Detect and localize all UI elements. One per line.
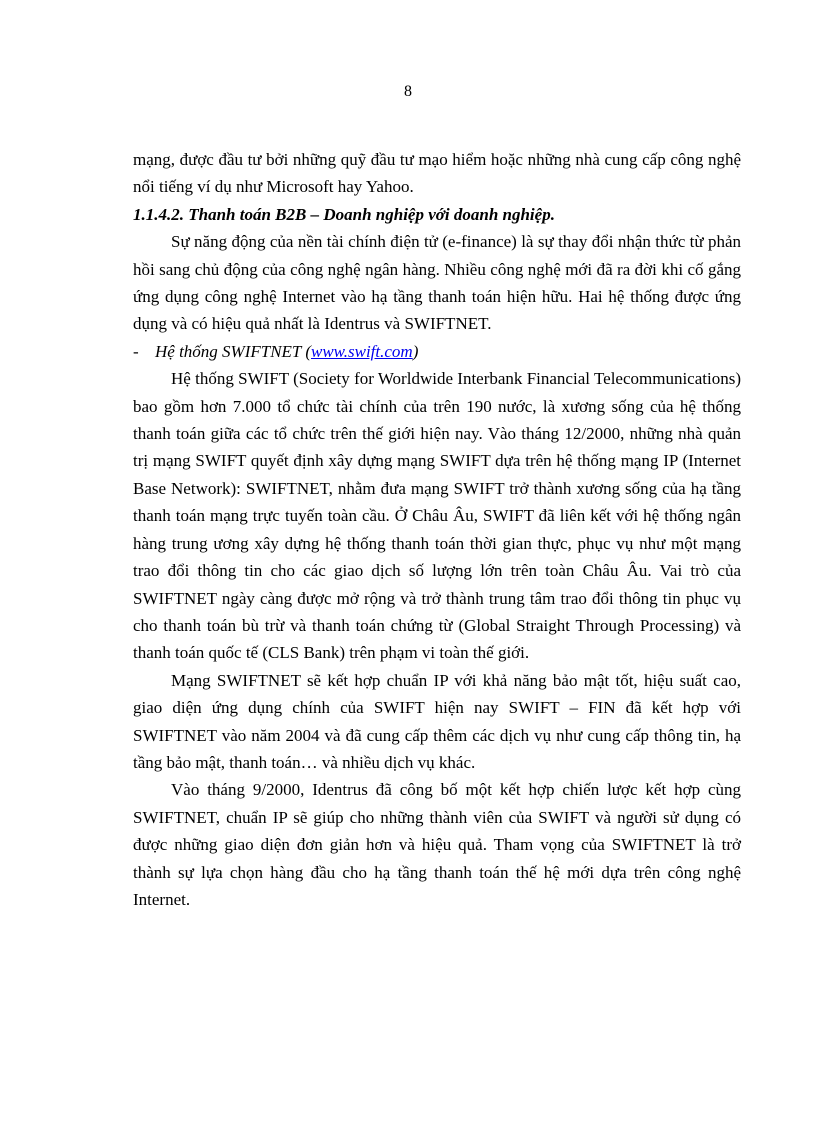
- paragraph-e-finance: Sự năng động của nền tài chính điện tử (e-finance) là sự thay đổi nhận thức từ phản hồi sang chủ động của công nghệ ngân hàng. Nhiều công nghệ mới đã ra đời khi cố gắng ứng dụng công nghệ Internet vào hạ tầng thanh toán hiện hữu. Hai hệ thống được ứng dụng và có hiệu quả nhất là Identrus và SWIFTNET.: [133, 232, 741, 334]
- document-body: [133, 146, 741, 913]
- page-number: 8: [404, 83, 412, 100]
- swift-link[interactable]: www.swift.com: [311, 341, 413, 361]
- bullet-swiftnet: [133, 338, 741, 365]
- paragraph-swiftnet-ip: Mạng SWIFTNET sẽ kết hợp chuẩn IP với khả năng bảo mật tốt, hiệu suất cao, giao diện ứng dụng chính của SWIFT hiện nay SWIFT – FIN đã kết hợp với SWIFTNET vào năm 2004 và đã cung cấp thêm các dịch vụ như cung cấp thông tin, hạ tầng bảo mật, thanh toán… và nhiều dịch vụ khác.: [133, 670, 741, 772]
- bullet-dash: -: [133, 341, 139, 361]
- bullet-close: ): [412, 341, 419, 361]
- paragraph-identrus: Vào tháng 9/2000, Identrus đã công bố một kết hợp chiến lược kết hợp cùng SWIFTNET, chuẩn IP sẽ giúp cho những thành viên của SWIFT và người sử dụng có được những giao diện đơn giản hơn và hiệu quả. Tham vọng của SWIFTNET là trở thành sự lựa chọn hàng đầu cho hạ tầng thanh toán thế hệ mới dựa trên công nghệ Internet.: [133, 780, 741, 909]
- bullet-text: Hệ thống SWIFTNET (: [155, 341, 311, 361]
- paragraph-swift-system: Hệ thống SWIFT (Society for Worldwide Interbank Financial Telecommunications) bao gồm hơn 7.000 tổ chức tài chính của trên 190 nước, là xương sống của hệ thống thanh toán giữa các tổ chức trên thế giới hiện nay. Vào tháng 12/2000, những nhà quản trị mạng SWIFT quyết định xây dựng mạng SWIFT dựa trên hệ thống mạng IP (Internet Base Network): SWIFTNET, nhằm đưa mạng SWIFT trở thành xương sống của hạ tầng thanh toán mạng trực tuyến toàn cầu. Ở Châu Âu, SWIFT đã liên kết với hệ thống ngân hàng trung ương xây dựng hệ thống thanh toán thời gian thực, phục vụ như một mạng trao đổi thông tin cho các giao dịch số lượng lớn trên toàn Châu Âu. Vai trò của SWIFTNET ngày càng được mở rộng và trở thành trung tâm trao đổi thông tin phục vụ cho thanh toán bù trừ và thanh toán chứng từ (Global Straight Through Processing) và thanh toán quốc tế (CLS Bank) trên phạm vi toàn thế giới.: [133, 369, 741, 663]
- paragraph-continuation: mạng, được đầu tư bởi những quỹ đầu tư mạo hiểm hoặc những nhà cung cấp công nghệ nổi tiếng ví dụ như Microsoft hay Yahoo.: [133, 150, 741, 197]
- section-heading: 1.1.4.2. Thanh toán B2B – Doanh nghiệp với doanh nghiệp.: [133, 204, 555, 224]
